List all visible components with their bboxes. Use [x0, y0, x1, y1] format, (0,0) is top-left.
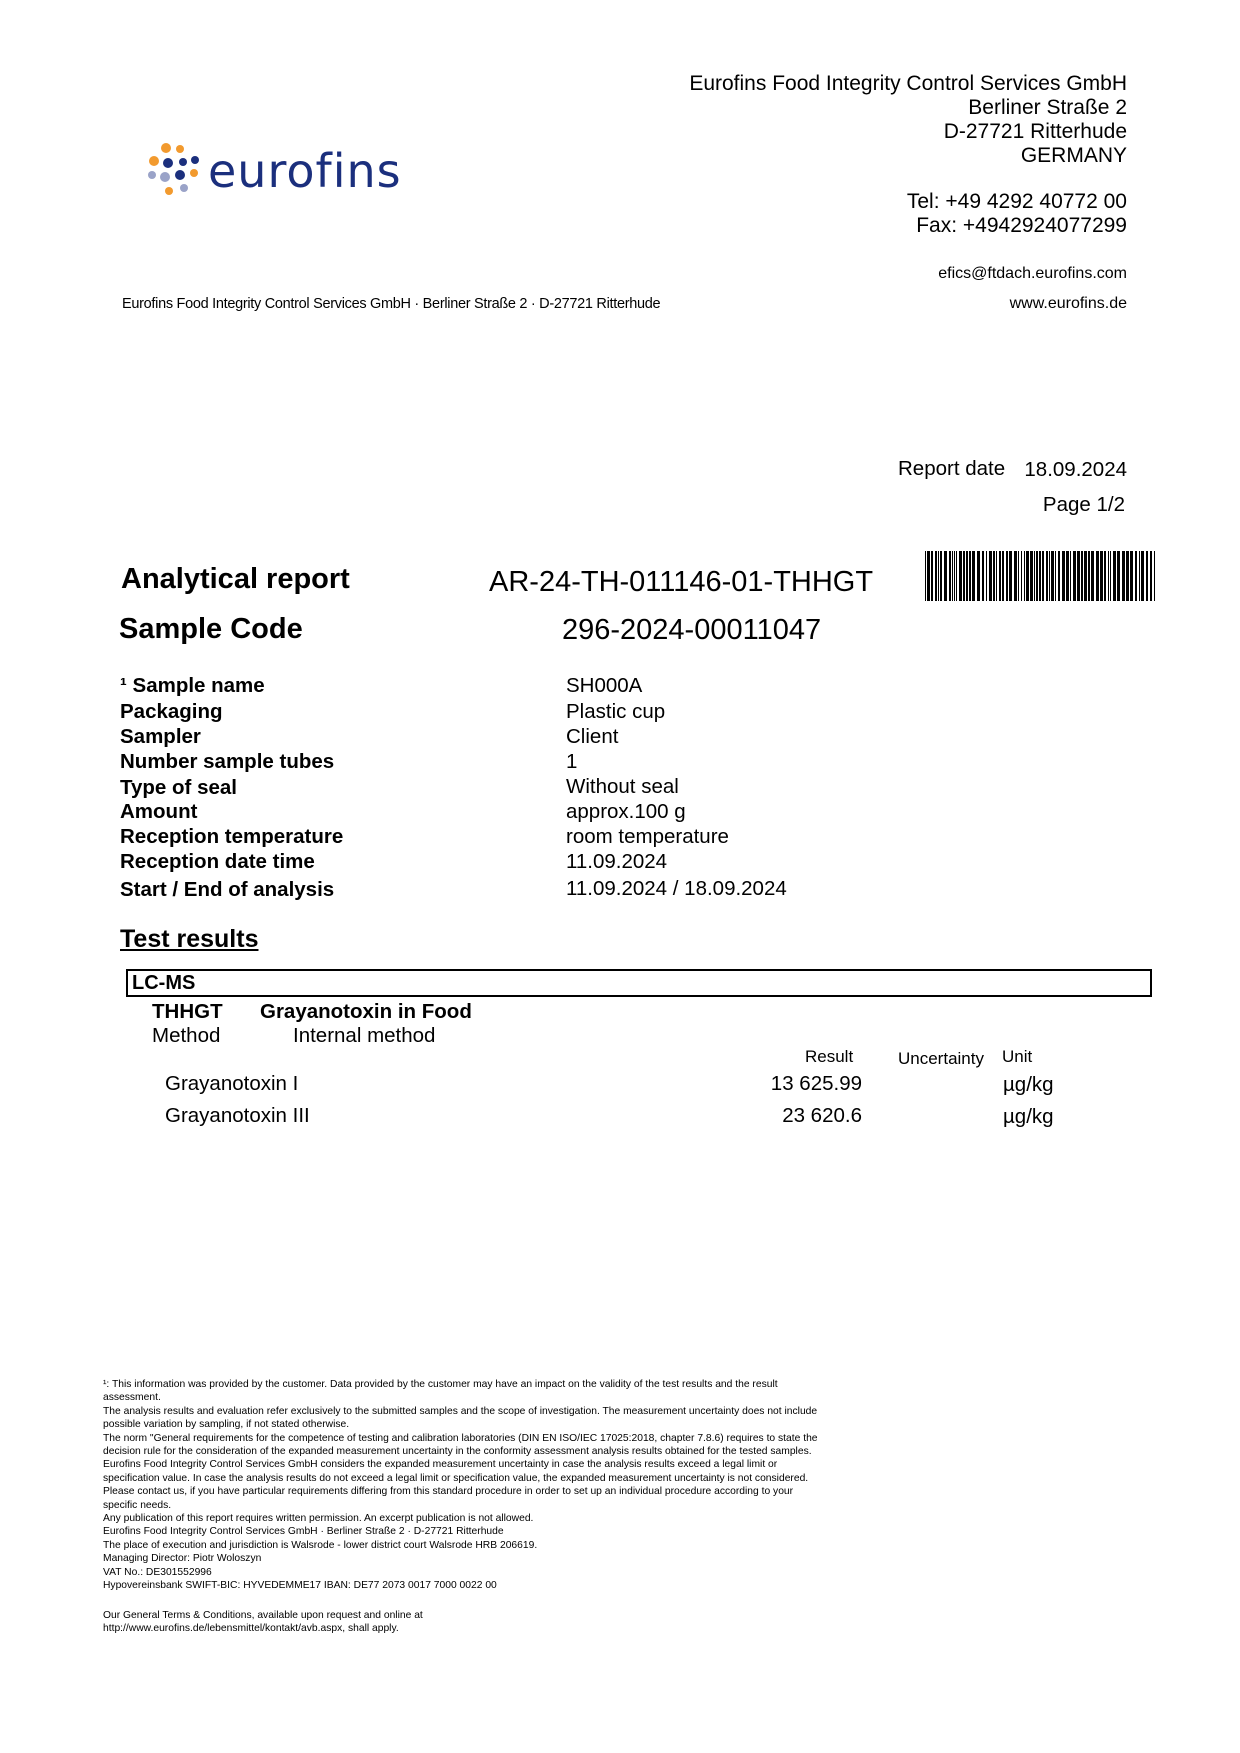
company-street: Berliner Straße 2	[968, 96, 1127, 119]
tubes-label: Number sample tubes	[120, 750, 335, 773]
analysis-period-value: 11.09.2024 / 18.09.2024	[566, 877, 787, 900]
eurofins-logo-icon	[146, 140, 206, 200]
company-website[interactable]: www.eurofins.de	[1009, 295, 1127, 312]
sampler-value: Client	[566, 725, 619, 748]
footnote-decision-rule: The norm "General requirements for the competence of testing and calibration laboratories (DIN EN ISO/IEC 17025:2018, chapter 7.8.6) requires to state the decision rule for the consideration of the expanded measurement uncertainty in the conformity assessment analysis results obtained for the tested samples. Eurofins Food Integrity Control Services GmbH considers the expanded measurement uncertainty in case the analysis results exceed a legal limit or specification value. In case the analysis results do not exceed a legal limit or specification value, the expanded measurement uncertainty is not considered. Please contact us, if you have particular requirements differing from this standard procedure in order to set up an individual procedure according to your specific needs.	[103, 1432, 818, 1511]
company-name: Eurofins Food Integrity Control Services GmbH	[689, 72, 1127, 95]
report-id: AR-24-TH-011146-01-THHGT	[489, 566, 874, 598]
sample-name-label: ¹ Sample name	[120, 674, 265, 697]
column-result: Result	[805, 1047, 854, 1066]
report-date-value: 18.09.2024	[1024, 458, 1127, 481]
eurofins-logo	[146, 140, 406, 200]
sample-code-label: Sample Code	[119, 613, 303, 645]
footnote-director: Managing Director: Piotr Woloszyn	[103, 1553, 262, 1565]
sender-line: Eurofins Food Integrity Control Services GmbH · Berliner Straße 2 · D-27721 Ritterhude	[122, 296, 661, 312]
footnote-bank: Hypovereinsbank SWIFT-BIC: HYVEDEMME17 IBAN: DE77 2073 0017 7000 0022 00	[103, 1580, 497, 1592]
reception-date-label: Reception date time	[120, 850, 315, 873]
terms	[103, 1609, 823, 1636]
test-code: THHGT	[152, 1000, 223, 1023]
packaging-label: Packaging	[120, 700, 223, 723]
footnotes	[103, 1378, 823, 1593]
company-country: GERMANY	[1020, 144, 1127, 167]
result-value-1: 13 625.99	[770, 1072, 862, 1095]
terms-line-1: Our General Terms & Conditions, available upon request and online at	[103, 1610, 423, 1621]
result-analyte-1: Grayanotoxin I	[165, 1072, 299, 1095]
reception-temperature-label: Reception temperature	[120, 825, 344, 848]
barcode	[925, 551, 1157, 601]
analysis-period-label: Start / End of analysis	[120, 878, 335, 901]
terms-link[interactable]: http://www.eurofins.de/lebensmittel/kontakt/avb.aspx, shall apply.	[103, 1623, 399, 1635]
result-analyte-2: Grayanotoxin III	[165, 1104, 310, 1127]
footnote-jurisdiction: The place of execution and jurisdiction is Walsrode - lower district court Walsrode HRB 206619.	[103, 1539, 538, 1551]
amount-label: Amount	[120, 800, 198, 823]
method-value: Internal method	[293, 1024, 436, 1047]
method-label: Method	[152, 1024, 221, 1047]
amount-value: approx.100 g	[566, 800, 686, 823]
company-city: D-27721 Ritterhude	[943, 120, 1127, 143]
seal-value: Without seal	[566, 775, 679, 798]
reception-temperature-value: room temperature	[566, 825, 729, 848]
result-unit-1: µg/kg	[1003, 1073, 1054, 1096]
section-lcms-box	[126, 969, 1152, 997]
test-name: Grayanotoxin in Food	[260, 1000, 472, 1023]
report-date-label: Report date	[898, 457, 1006, 480]
result-value-2: 23 620.6	[782, 1104, 862, 1127]
sample-name-value: SH000A	[566, 674, 643, 697]
company-fax: Fax: +4942924077299	[916, 214, 1127, 237]
company-tel: Tel: +49 4292 40772 00	[906, 190, 1127, 213]
footnote-vat: VAT No.: DE301552996	[103, 1566, 212, 1578]
packaging-value: Plastic cup	[566, 700, 666, 723]
footnote-address: Eurofins Food Integrity Control Services GmbH · Berliner Straße 2 · D-27721 Ritterhude	[103, 1526, 504, 1538]
seal-label: Type of seal	[120, 776, 237, 799]
sampler-label: Sampler	[120, 725, 201, 748]
logo-wordmark: eurofins	[208, 144, 402, 198]
section-lcms-label: LC-MS	[132, 972, 196, 994]
footnote-scope: The analysis results and evaluation refer exclusively to the submitted samples and the scope of investigation. The measurement uncertainty does not include possible variation by sampling, if not stated otherwise.	[103, 1405, 818, 1431]
result-unit-2: µg/kg	[1003, 1105, 1054, 1128]
tubes-value: 1	[566, 750, 578, 773]
test-results-title: Test results	[120, 925, 259, 953]
column-unit: Unit	[1002, 1047, 1033, 1066]
sample-code-value: 296-2024-00011047	[562, 614, 822, 646]
footnote-customer-info: ¹: This information was provided by the customer. Data provided by the customer may have an impact on the validity of the test results and the result assessment.	[103, 1379, 778, 1404]
company-email[interactable]: efics@ftdach.eurofins.com	[938, 265, 1127, 282]
reception-date-value: 11.09.2024	[566, 850, 668, 873]
report-title: Analytical report	[121, 563, 350, 595]
column-uncertainty: Uncertainty	[898, 1049, 984, 1068]
page-number: Page 1/2	[1042, 493, 1125, 516]
footnote-publication: Any publication of this report requires written permission. An excerpt publication is not allowed.	[103, 1513, 534, 1525]
